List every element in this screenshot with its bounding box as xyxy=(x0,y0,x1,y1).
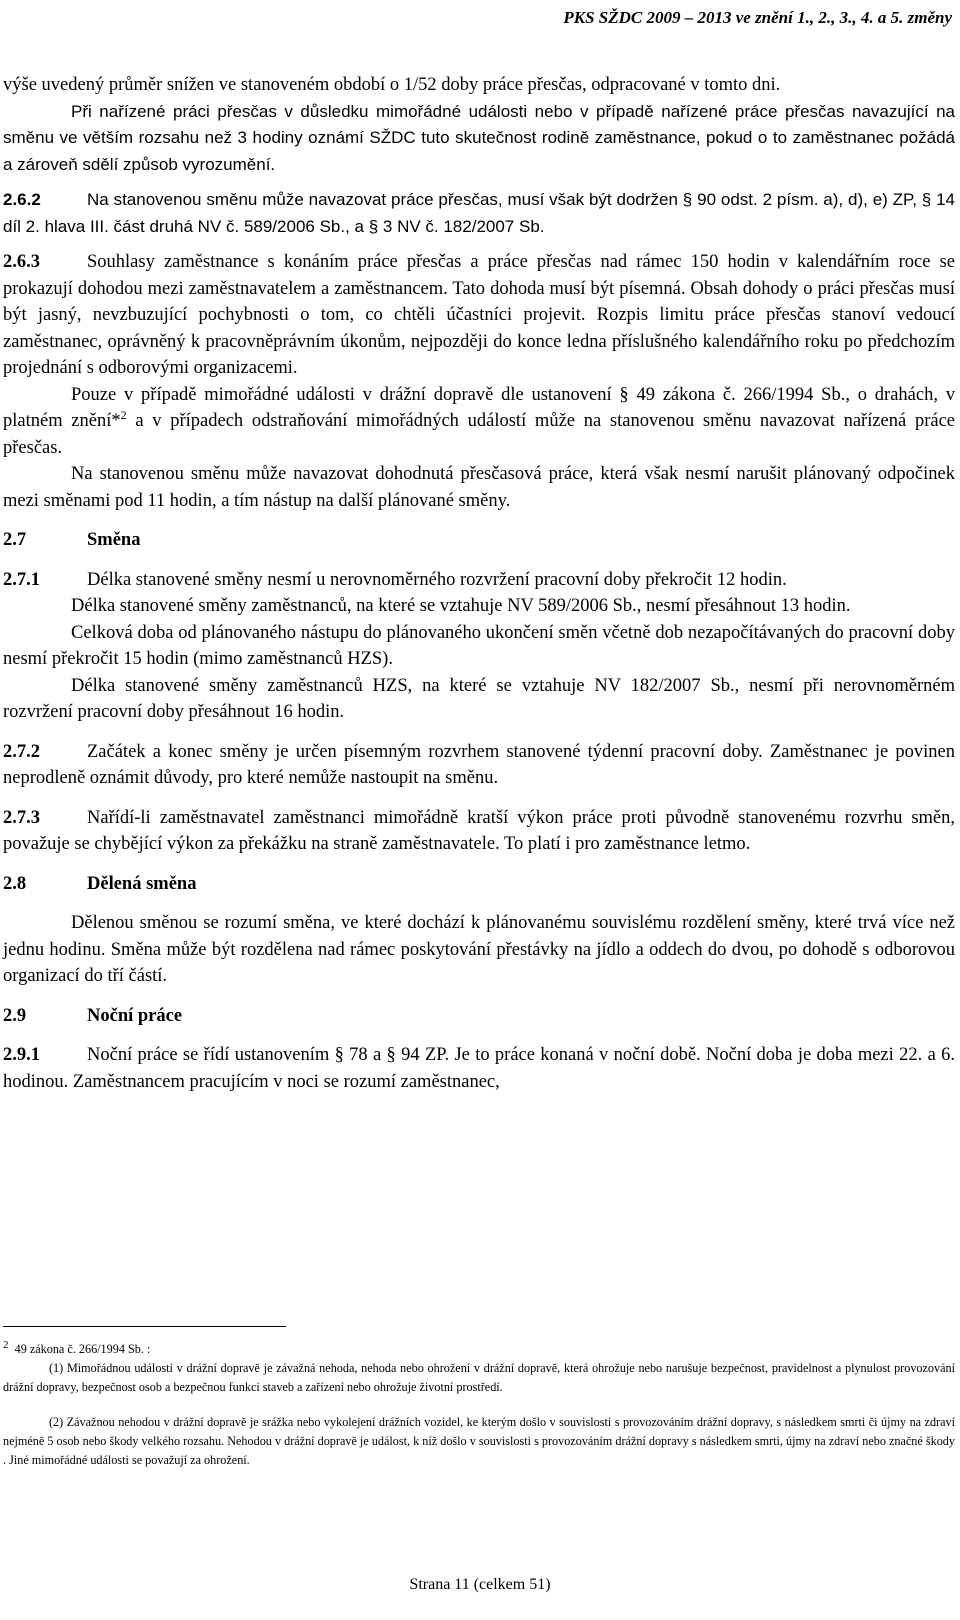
footnote-paragraph-2: (2) Závažnou nehodou v drážní dopravě je srážka nebo vykolejení drážních vozidel, ke kterým došlo v souvislosti s provozováním drážní dopravy, s následkem smrti či újmy na zdraví nejméně 5 osob nebo škody velkého rozsahu. Nehodou v drážní dopravě je událost, k níž došlo v souvislosti s provozováním drážní dopravy s následkem smrti, újmy na zdraví nebo značné škody . Jiné mimořádné události se považují za ohrožení. xyxy=(3,1415,955,1467)
paragraph-emergency-overtime xyxy=(3,382,955,462)
section-number: 2.6.2 xyxy=(3,190,41,209)
footnote-title xyxy=(3,1340,955,1359)
footnote-paragraph-1: (1) Mimořádnou událostí v drážní dopravě je závažná nehoda, nehoda nebo ohrožení v drážní dopravě, která ohrožuje nebo narušuje bezpečnost, pravidelnost a plynulost provozování drážní dopravy, bezpečnost osob a bezpečnou funkci staveb a zařízení nebo ohrožuje životní prostředí. xyxy=(3,1361,955,1394)
heading-2-7 xyxy=(3,527,955,554)
section-number: 2.7.3 xyxy=(3,807,40,828)
footnote-mark: 2 xyxy=(3,1338,9,1351)
section-2-7-1 xyxy=(3,567,955,594)
paragraph-split-shift: Dělenou směnou se rozumí směna, ve které dochází k plánovanému souvislému rozdělení směny, které trvá více než jednu hodinu. Směna může být rozdělena nad rámec poskytování přestávky na jídlo a oddech do dvou, po dohodě s odborovou organizací do tří částí. xyxy=(3,913,955,986)
section-text: Začátek a konec směny je určen písemným rozvrhem stanovené týdenní pracovní doby. Zaměstnanec je povinen neprodleně oznámit důvody, pro které nemůže nastoupit na směnu. xyxy=(3,741,955,788)
paragraph-overtime-notice: Při nařízené práci přesčas v důsledku mimořádné události nebo v případě nařízené práce přesčas navazující na směnu ve větším rozsahu než 3 hodiny oznámí SŽDC tuto skutečnost rodině zaměstnance, pokud o to zaměstnanec požádá a zároveň sdělí způsob vyrozumění. xyxy=(3,101,955,174)
paragraph-hzs-length: Délka stanovené směny zaměstnanců HZS, na které se vztahuje NV 182/2007 Sb., nesmí při nerovnoměrném rozvržení pracovní doby přesáhnout 16 hodin. xyxy=(3,675,955,722)
section-number: 2.9 xyxy=(3,1005,27,1026)
paragraph-agreed-overtime: Na stanovenou směnu může navazovat dohodnutá přesčasová práce, která však nesmí narušit plánovaný odpočinek mezi směnami pod 11 hodin, a tím nástup na další plánované směny. xyxy=(3,464,955,511)
section-text: Na stanovenou směnu může navazovat práce přesčas, musí však být dodržen § 90 odst. 2 písm. a), d), e) ZP, § 14 díl 2. hlava III. část druhá NV č. 589/2006 Sb., a § 3 NV č. 182/2007 Sb. xyxy=(3,190,955,236)
section-title: Směna xyxy=(87,530,141,550)
paragraph-shift-length-nv: Délka stanovené směny zaměstnanců, na které se vztahuje NV 589/2006 Sb., nesmí přesáhnout 13 hodin. xyxy=(71,596,851,616)
heading-2-9 xyxy=(3,1003,955,1030)
text-part: Pouze v případě mimořádné události v drážní dopravě dle ustanovení § 49 zákona č. 266/1994 Sb., o drahách, v platném znění* xyxy=(3,384,955,431)
section-2-6-3 xyxy=(3,249,955,382)
section-2-7-2 xyxy=(3,739,955,792)
footnote-divider xyxy=(3,1326,286,1327)
section-text: Délka stanovené směny nesmí u nerovnoměrného rozvržení pracovní doby překročit 12 hodin. xyxy=(87,569,787,590)
section-number: 2.8 xyxy=(3,873,27,894)
section-2-9-1 xyxy=(3,1042,955,1095)
section-number: 2.6.3 xyxy=(3,252,40,272)
section-2-7-3 xyxy=(3,805,955,858)
footnotes xyxy=(3,1340,955,1470)
text-part: a v případech odstraňování mimořádných událostí může na stanovenou směnu navazovat nařízená práce přesčas. xyxy=(3,411,955,458)
section-title: Noční práce xyxy=(87,1005,183,1026)
section-2-6-2 xyxy=(3,187,955,240)
section-number: 2.7 xyxy=(3,530,27,550)
section-number: 2.7.2 xyxy=(3,741,40,762)
section-text: Nařídí-li zaměstnavatel zaměstnanci mimořádně kratší výkon práce proti původně stanovenému rozvrhu směn, považuje se chybějící výkon za překážku na straně zaměstnavatele. To platí i pro zaměstnance letmo. xyxy=(3,807,955,854)
page-number: Strana 11 (celkem 51) xyxy=(409,1576,551,1593)
main-text xyxy=(3,72,955,1095)
section-text: Souhlasy zaměstnance s konáním práce přesčas a práce přesčas nad rámec 150 hodin v kalendářním roce se prokazují dohodou mezi zaměstnavatelem a zaměstnancem. Tato dohoda musí být písemná. Obsah dohody o práci přesčas musí být jasný, nevzbuzující pochybnosti o tom, co chtěli účastníci projevit. Rozpis limitu práce přesčas stanoví vedoucí zaměstnanec, oprávněný k pracovněprávním úkonům, nejpozději do konce ledna příslušného kalendářního roku po předchozím projednání s odborovými organizacemi. xyxy=(3,252,955,378)
running-header: PKS SŽDC 2009 – 2013 ve znění 1., 2., 3., 4. a 5. změny xyxy=(563,8,952,27)
heading-2-8 xyxy=(3,871,955,898)
section-title: Dělená směna xyxy=(87,873,197,894)
paragraph-continuation: výše uvedený průměr snížen ve stanoveném období o 1/52 doby práce přesčas, odpracované v tomto dni. xyxy=(3,75,781,95)
section-text: Noční práce se řídí ustanovením § 78 a § 94 ZP. Je to práce konaná v noční době. Noční doba je doba mezi 22. a 6. hodinou. Zaměstnancem pracujícím v noci se rozumí zaměstnanec, xyxy=(3,1045,955,1092)
paragraph-total-duration: Celková doba od plánovaného nástupu do plánovaného ukončení směn včetně dob nezapočítávaných do pracovní doby nesmí překročit 15 hodin (mimo zaměstnanců HZS). xyxy=(3,622,955,669)
footnote-title-text: 49 zákona č. 266/1994 Sb. : xyxy=(14,1342,151,1356)
footnote-reference: 2 xyxy=(120,407,127,422)
section-number: 2.7.1 xyxy=(3,569,40,590)
section-number: 2.9.1 xyxy=(3,1045,40,1065)
